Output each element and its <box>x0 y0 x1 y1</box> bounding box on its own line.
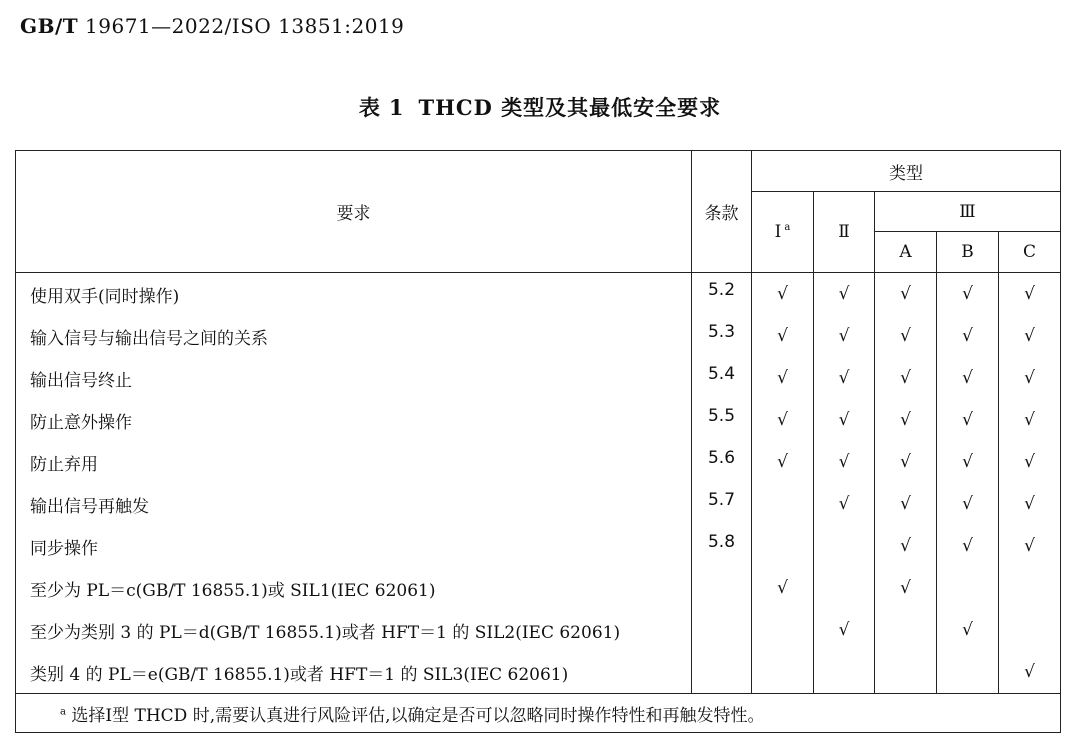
table-title-text: THCD 类型及其最低安全要求 <box>418 95 722 120</box>
check-mark-type-II: √ <box>814 273 875 316</box>
clause-cell <box>692 651 752 694</box>
clause-cell <box>692 567 752 609</box>
type-I-footnote-mark: a <box>784 222 791 234</box>
check-mark-type-I: √ <box>752 441 814 483</box>
footnote-mark: a <box>60 705 66 717</box>
check-mark-type-II: √ <box>814 441 875 483</box>
table-title-label: 表 <box>358 95 381 120</box>
table-row <box>16 357 1061 399</box>
table-header <box>16 151 1061 273</box>
table-body <box>16 273 1061 733</box>
check-mark-type-III-A: √ <box>875 399 937 441</box>
requirement-cell: 使用双手(同时操作) <box>16 273 692 316</box>
standard-number: 19671—2022/ISO 13851:2019 <box>85 14 405 38</box>
table-title-number: 1 <box>388 95 405 120</box>
clause-cell: 5.2 <box>692 273 752 316</box>
check-mark-type-III-A: √ <box>875 441 937 483</box>
check-mark-type-III-C: √ <box>999 273 1061 316</box>
footnote-row <box>16 694 1061 733</box>
check-mark-type-I: √ <box>752 273 814 316</box>
requirement-cell: 同步操作 <box>16 525 692 567</box>
check-mark-type-II: √ <box>814 483 875 525</box>
requirement-cell: 输出信号终止 <box>16 357 692 399</box>
check-mark-type-III-C: √ <box>999 651 1061 694</box>
check-mark-type-I <box>752 525 814 567</box>
check-mark-type-III-B: √ <box>937 399 999 441</box>
header-type: 类型 <box>752 151 1061 192</box>
footnote-cell <box>16 694 1061 733</box>
clause-cell: 5.5 <box>692 399 752 441</box>
requirements-table <box>15 150 1061 733</box>
check-mark-type-I <box>752 651 814 694</box>
check-mark-type-III-A <box>875 651 937 694</box>
requirement-cell: 至少为 PL＝c(GB/T 16855.1)或 SIL1(IEC 62061) <box>16 567 692 609</box>
check-mark-type-II <box>814 651 875 694</box>
check-mark-type-III-A: √ <box>875 357 937 399</box>
table-row <box>16 273 1061 316</box>
check-mark-type-I <box>752 483 814 525</box>
type-I-label: Ⅰ <box>774 222 782 242</box>
table-row <box>16 609 1061 651</box>
check-mark-type-III-C: √ <box>999 399 1061 441</box>
header-type-I <box>752 192 814 273</box>
check-mark-type-III-A: √ <box>875 273 937 316</box>
check-mark-type-I: √ <box>752 315 814 357</box>
check-mark-type-III-B: √ <box>937 315 999 357</box>
table-row <box>16 525 1061 567</box>
check-mark-type-III-B: √ <box>937 441 999 483</box>
document-header <box>20 14 404 38</box>
check-mark-type-III-B: √ <box>937 273 999 316</box>
check-mark-type-III-A: √ <box>875 525 937 567</box>
requirement-cell: 类别 4 的 PL＝e(GB/T 16855.1)或者 HFT＝1 的 SIL3(IEC 62061) <box>16 651 692 694</box>
check-mark-type-II: √ <box>814 315 875 357</box>
check-mark-type-I: √ <box>752 357 814 399</box>
check-mark-type-III-C: √ <box>999 315 1061 357</box>
check-mark-type-II <box>814 567 875 609</box>
footnote-text: 选择Ⅰ型 THCD 时,需要认真进行风险评估,以确定是否可以忽略同时操作特性和再触发特性。 <box>71 705 765 726</box>
header-type-III: Ⅲ <box>875 192 1061 232</box>
table-row <box>16 567 1061 609</box>
check-mark-type-III-C <box>999 567 1061 609</box>
header-type-III-B: B <box>937 232 999 273</box>
check-mark-type-II: √ <box>814 357 875 399</box>
check-mark-type-I: √ <box>752 567 814 609</box>
check-mark-type-III-B <box>937 651 999 694</box>
header-type-II: Ⅱ <box>814 192 875 273</box>
requirement-cell: 防止弃用 <box>16 441 692 483</box>
check-mark-type-II <box>814 525 875 567</box>
check-mark-type-III-A: √ <box>875 315 937 357</box>
table-row <box>16 315 1061 357</box>
clause-cell: 5.6 <box>692 441 752 483</box>
clause-cell <box>692 609 752 651</box>
check-mark-type-II: √ <box>814 609 875 651</box>
check-mark-type-III-B: √ <box>937 357 999 399</box>
check-mark-type-III-A: √ <box>875 567 937 609</box>
table-title <box>0 92 1080 122</box>
standard-prefix: GB/T <box>20 14 79 38</box>
clause-cell: 5.8 <box>692 525 752 567</box>
check-mark-type-III-B: √ <box>937 609 999 651</box>
check-mark-type-III-B: √ <box>937 483 999 525</box>
requirement-cell: 输出信号再触发 <box>16 483 692 525</box>
table-row <box>16 441 1061 483</box>
header-type-III-C: C <box>999 232 1061 273</box>
table-row <box>16 399 1061 441</box>
check-mark-type-I <box>752 609 814 651</box>
check-mark-type-II: √ <box>814 399 875 441</box>
clause-cell: 5.7 <box>692 483 752 525</box>
table-row <box>16 651 1061 694</box>
check-mark-type-III-C: √ <box>999 441 1061 483</box>
header-clause: 条款 <box>692 151 752 273</box>
check-mark-type-III-C <box>999 609 1061 651</box>
check-mark-type-III-B: √ <box>937 525 999 567</box>
header-requirement: 要求 <box>16 151 692 273</box>
table-row <box>16 483 1061 525</box>
check-mark-type-I: √ <box>752 399 814 441</box>
check-mark-type-III-B <box>937 567 999 609</box>
requirement-cell: 防止意外操作 <box>16 399 692 441</box>
check-mark-type-III-C: √ <box>999 483 1061 525</box>
check-mark-type-III-A <box>875 609 937 651</box>
requirement-cell: 至少为类别 3 的 PL＝d(GB/T 16855.1)或者 HFT＝1 的 SIL2(IEC 62061) <box>16 609 692 651</box>
check-mark-type-III-A: √ <box>875 483 937 525</box>
check-mark-type-III-C: √ <box>999 357 1061 399</box>
clause-cell: 5.3 <box>692 315 752 357</box>
requirement-cell: 输入信号与输出信号之间的关系 <box>16 315 692 357</box>
clause-cell: 5.4 <box>692 357 752 399</box>
check-mark-type-III-C: √ <box>999 525 1061 567</box>
header-type-III-A: A <box>875 232 937 273</box>
